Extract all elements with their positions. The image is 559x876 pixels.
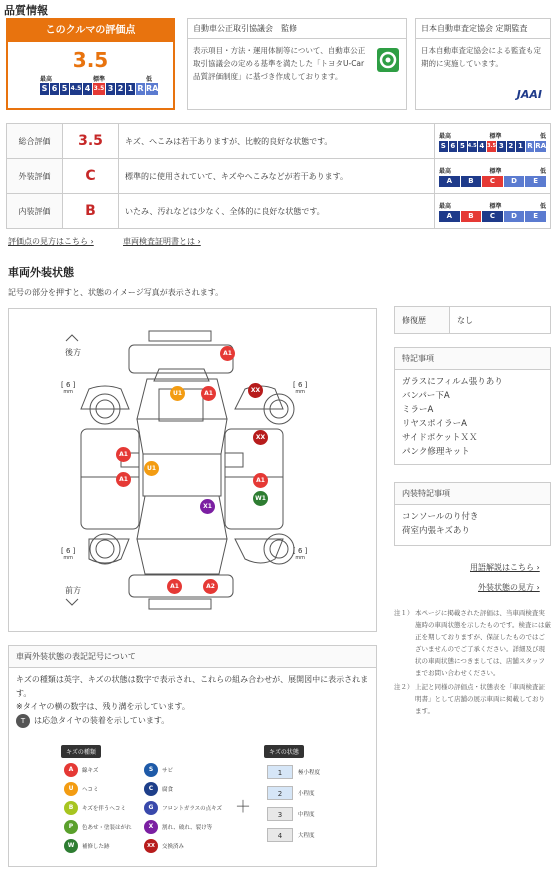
front-label: 前方 xyxy=(65,586,81,595)
mini-best: 最高 xyxy=(439,167,452,175)
tire-depth-front-left: [ 6 ] mm xyxy=(61,547,76,561)
kind-item xyxy=(64,763,98,777)
note-item: サイドポケットＸＸ xyxy=(402,433,478,443)
eval-scale-cell xyxy=(435,194,551,229)
kind-name: 色あせ・塗装はがれ xyxy=(82,825,132,831)
mini-standard: 標準 xyxy=(489,202,502,210)
note-2: 注２） 上記と同様の評価点・状態表を「車両検査証明書」として店舗の展示車両に掲載しております。 xyxy=(394,683,545,715)
mini-scale-cell: A xyxy=(439,176,460,187)
eval-label: 総合評価 xyxy=(7,124,63,159)
jaai-body: 日本自動車査定協会による監査も定期的に実施しています。 xyxy=(421,46,541,68)
kind-code-icon: S xyxy=(144,763,158,777)
kind-item xyxy=(64,839,110,853)
mini-scale-cell: 5 xyxy=(459,141,465,150)
kind-code-icon: U xyxy=(64,782,78,796)
eval-description: キズ、へこみは若干ありますが、比較的良好な状態です。 xyxy=(119,124,435,159)
interior-notes-list xyxy=(395,505,550,543)
state-number: 4 xyxy=(267,828,293,842)
scale-cell: 3 xyxy=(107,84,114,93)
kind-code-icon: A xyxy=(64,763,78,777)
damage-mark[interactable]: A1 xyxy=(201,386,216,401)
note-item: ミラーA xyxy=(402,405,434,415)
kind-item xyxy=(144,801,222,815)
scale-cell: 4 xyxy=(84,84,91,93)
mini-standard: 標準 xyxy=(489,167,502,175)
kind-item xyxy=(144,820,212,834)
scale-cell: R xyxy=(137,84,144,93)
kind-item xyxy=(144,839,184,853)
state-number: 3 xyxy=(267,807,293,821)
state-number: 2 xyxy=(267,786,293,800)
damage-mark[interactable]: A1 xyxy=(220,346,235,361)
kind-code-icon: C xyxy=(144,782,158,796)
kind-code-icon: P xyxy=(64,820,78,834)
eval-label: 内装評価 xyxy=(7,194,63,229)
jaai-logo: JAAI xyxy=(516,88,542,101)
scale-cell: 3.5 xyxy=(93,83,105,95)
kind-code-icon: B xyxy=(64,801,78,815)
repair-history-label: 修復歴 xyxy=(395,307,450,333)
damage-mark[interactable]: A2 xyxy=(203,579,218,594)
repair-history-value: なし xyxy=(457,315,473,325)
exterior-diagram xyxy=(8,308,377,632)
damage-mark[interactable]: A1 xyxy=(116,472,131,487)
legend-text xyxy=(9,668,376,733)
kind-name: 交換済み xyxy=(162,844,185,850)
exterior-subtitle: 記号の部分を押すと、状態のイメージ写真が表示されます。 xyxy=(8,288,224,297)
tire-depth-rear-left: [ 6 ] mm xyxy=(61,381,76,395)
plus-sign: ＋ xyxy=(235,797,252,816)
kind-name: フロントガラスの点キズ xyxy=(162,806,223,812)
mini-scale-cell: C xyxy=(482,211,503,222)
mini-scale-cell: E xyxy=(525,211,546,222)
note-item: ガラスにフィルム張りあり xyxy=(402,377,503,387)
scale-cell: 1 xyxy=(127,84,134,93)
kind-name: ヘコミ xyxy=(82,787,99,793)
mini-best: 最高 xyxy=(439,202,452,210)
fair-trade-logo-icon xyxy=(376,47,400,73)
special-notes-header: 特記事項 xyxy=(395,348,550,370)
mini-scale-cell: D xyxy=(504,176,525,187)
mini-scale-cell: 3 xyxy=(498,141,504,150)
kind-name: 補修した跡 xyxy=(82,844,110,850)
tire-depth-front-right: [ 6 ] mm xyxy=(293,547,308,561)
kind-name: 割れ、破れ、裂け等 xyxy=(162,825,213,831)
state-item xyxy=(267,828,315,842)
note-item: リヤスポイラーA xyxy=(402,419,467,429)
mini-low: 低 xyxy=(539,202,546,210)
kind-name: キズを伴うヘコミ xyxy=(82,806,126,812)
page-title: 品質情報 xyxy=(4,4,48,17)
fair-trade-council-panel xyxy=(187,18,407,110)
symbol-legend-panel xyxy=(8,645,377,867)
scale-cell: S xyxy=(41,84,48,93)
mini-best: 最高 xyxy=(439,132,452,140)
eval-grade: 3.5 xyxy=(63,124,119,159)
eval-scale-cell xyxy=(435,124,551,159)
special-notes-list xyxy=(395,370,550,464)
mini-low: 低 xyxy=(539,167,546,175)
scale-best-label: 最高 xyxy=(40,76,53,83)
scale-standard-label: 標準 xyxy=(92,76,105,83)
damage-mark[interactable]: X1 xyxy=(200,499,215,514)
damage-mark[interactable]: U1 xyxy=(170,386,185,401)
mini-scale-cell: E xyxy=(525,176,546,187)
legend-line-3: T は応急タイヤの装着を示しています。 xyxy=(16,714,369,728)
kind-name: サビ xyxy=(162,768,174,774)
exterior-title: 車両外装状態 xyxy=(8,266,74,279)
mini-scale-cell: 4 xyxy=(479,141,485,150)
mini-scale-cell: 6 xyxy=(450,141,456,150)
jaai-panel xyxy=(415,18,551,110)
eval-scale-cell xyxy=(435,159,551,194)
mini-scale-cell: B xyxy=(461,176,482,187)
scale-cell: 4.5 xyxy=(70,83,82,95)
damage-mark[interactable]: XX xyxy=(253,430,268,445)
kind-code-icon: W xyxy=(64,839,78,853)
scale-low-label: 低 xyxy=(145,76,152,83)
damage-mark[interactable]: U1 xyxy=(144,461,159,476)
interior-notes-header: 内装特記事項 xyxy=(395,483,550,505)
mini-scale-cell: 3.5 xyxy=(487,141,496,152)
terms-link[interactable]: 用語解説はこちら › xyxy=(470,563,540,572)
notes-block xyxy=(394,607,551,717)
exterior-mini-scale xyxy=(439,176,546,187)
eval-label: 外装評価 xyxy=(7,159,63,194)
mini-scale-cell: 1 xyxy=(517,141,523,150)
eval-row-exterior xyxy=(7,159,551,194)
eval-description: いたみ、汚れなどは少なく、全体的に良好な状態です。 xyxy=(119,194,435,229)
legend-line-2: ※タイヤの横の数字は、残り溝を示しています。 xyxy=(16,702,190,711)
legend-header: 車両外装状態の表記記号について xyxy=(9,646,376,668)
mini-standard: 標準 xyxy=(489,132,502,140)
note-item: パンク修理キット xyxy=(402,447,470,457)
mini-low: 低 xyxy=(539,132,546,140)
kind-item xyxy=(144,763,173,777)
rear-label: 後方 xyxy=(65,348,81,357)
damage-mark[interactable]: A1 xyxy=(116,447,131,462)
kind-name: 線キズ xyxy=(82,768,99,774)
overall-score-value: 3.5 xyxy=(72,48,109,72)
kind-item xyxy=(64,820,132,834)
state-name: 小程度 xyxy=(298,791,315,797)
mini-scale-cell: S xyxy=(440,141,446,150)
state-item xyxy=(267,765,320,779)
state-name: 極小程度 xyxy=(298,770,321,776)
scale-cell: RA xyxy=(146,84,159,93)
eval-grade: C xyxy=(63,159,119,194)
total-mini-scale xyxy=(439,141,546,152)
repair-history-row xyxy=(394,306,551,334)
inspection-cert-link[interactable]: 車両検査証明書とは › xyxy=(123,237,201,246)
damage-mark[interactable]: W1 xyxy=(253,491,268,506)
scale-cell: 6 xyxy=(51,84,58,93)
jaai-header: 日本自動車査定協会 定期監査 xyxy=(416,19,550,39)
damage-mark[interactable]: A1 xyxy=(253,473,268,488)
score-box-header: このクルマの評価点 xyxy=(8,20,173,42)
eval-row-interior xyxy=(7,194,551,229)
special-notes-panel xyxy=(394,347,551,465)
mini-scale-cell: RA xyxy=(535,141,547,150)
damage-mark[interactable]: A1 xyxy=(167,579,182,594)
spare-tire-icon: T xyxy=(16,714,30,728)
fair-trade-header: 自動車公正取引協議会 監修 xyxy=(188,19,406,39)
scale-cell: 5 xyxy=(61,84,68,93)
kinds-title: キズの種類 xyxy=(61,745,101,758)
mini-scale-cell: A xyxy=(439,211,460,222)
kind-item xyxy=(144,782,173,796)
kind-code-icon: X xyxy=(144,820,158,834)
state-item xyxy=(267,807,315,821)
state-item xyxy=(267,786,315,800)
overall-score-box xyxy=(6,18,175,110)
fair-trade-body: 表示項目・方法・運用体制等について、自動車公正取引協議会の定める基準を満たした「トヨタU-Car品質評価制度」に基づき作成しております。 xyxy=(193,46,366,81)
mini-scale-cell: C xyxy=(482,176,503,187)
eval-row-total xyxy=(7,124,551,159)
note-item: バンパー下A xyxy=(402,391,450,401)
mini-scale-cell: R xyxy=(527,141,533,150)
note-1: 注１） 本ページに掲載された評価は、当車両検査実施時の車両状態を示したものです。検査には厳正を期しておりますが、保証したものではございませんのでご了承ください。詳細及び現状の車両状態につきましては、店舗スタッフまでお問い合わせください。 xyxy=(394,609,551,677)
note-item: 荷室内張キズあり xyxy=(402,526,470,536)
eval-description: 標準的に使用されていて、キズやへこみなどが若干あります。 xyxy=(119,159,435,194)
score-scale xyxy=(40,83,167,95)
interior-notes-panel xyxy=(394,482,551,546)
tire-depth-rear-right: [ 6 ] mm xyxy=(293,381,308,395)
scale-cell: 2 xyxy=(117,84,124,93)
note-item: コンソールのり付き xyxy=(402,512,479,522)
mini-scale-cell: D xyxy=(504,211,525,222)
score-howto-link[interactable]: 評価点の見方はこちら › xyxy=(8,237,94,246)
kind-item xyxy=(64,801,126,815)
kind-code-icon: XX xyxy=(144,839,158,853)
evaluation-table xyxy=(6,123,551,229)
state-number: 1 xyxy=(267,765,293,779)
mini-scale-cell: 4.5 xyxy=(468,141,477,152)
legend-line-1: キズの種類は英字、キズの状態は数字で表示され、これらの組み合わせが、展開図中に表示されます。 xyxy=(16,675,369,698)
states-title: キズの状態 xyxy=(264,745,304,758)
damage-mark[interactable]: XX xyxy=(248,383,263,398)
state-name: 大程度 xyxy=(298,833,315,839)
mini-scale-cell: B xyxy=(461,211,482,222)
kind-code-icon: G xyxy=(144,801,158,815)
mini-scale-cell: 2 xyxy=(508,141,514,150)
kind-item xyxy=(64,782,99,796)
interior-mini-scale xyxy=(439,211,546,222)
state-name: 中程度 xyxy=(298,812,315,818)
eval-grade: B xyxy=(63,194,119,229)
kind-name: 腐食 xyxy=(162,787,174,793)
exterior-howto-link[interactable]: 外装状態の見方 › xyxy=(478,583,540,592)
